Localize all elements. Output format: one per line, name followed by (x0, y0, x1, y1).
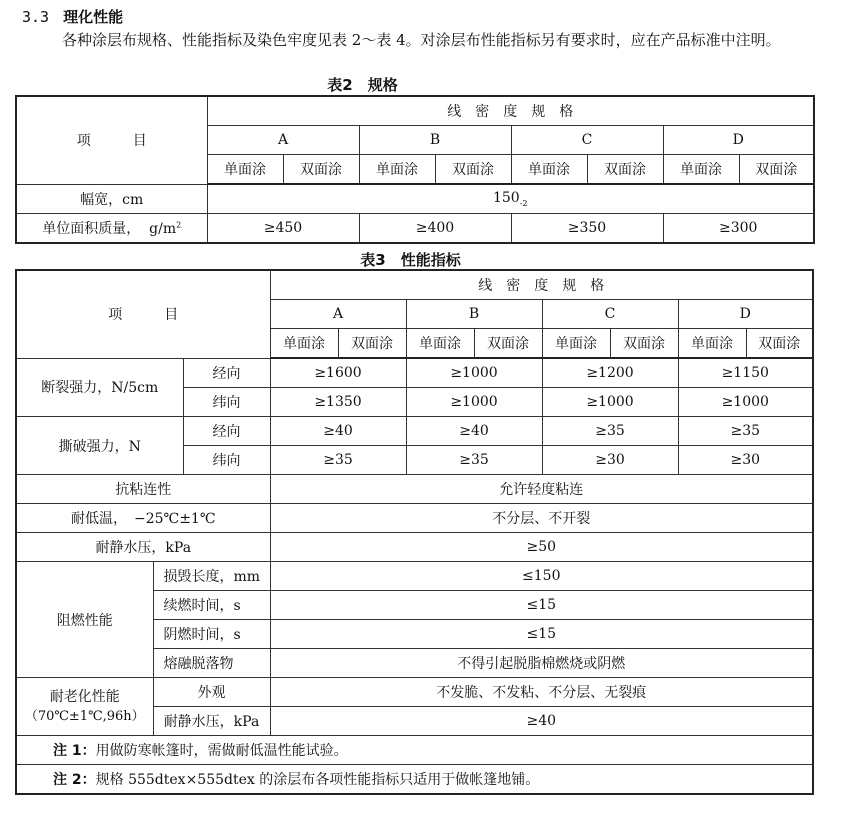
flame-row-label: 续燃时间，s (153, 591, 270, 620)
hydro-value: ≥50 (270, 533, 813, 562)
mass-d: ≥300 (663, 214, 814, 244)
tear-weft-a: ≥35 (270, 446, 406, 475)
coat-double: 双面涂 (587, 155, 663, 185)
mass-label: 单位面积质量， $g/m^2$ (16, 214, 207, 244)
coat-single: 单面涂 (663, 155, 739, 185)
blocking-label: 抗粘连性 (16, 475, 270, 504)
spec-header: 线 密 度 规 格 (270, 270, 813, 300)
grade-c: C (542, 300, 678, 329)
coat-double: 双面涂 (283, 155, 359, 185)
section-number: 3.3 (22, 8, 50, 26)
tear-weft-d: ≥30 (678, 446, 813, 475)
grade-c: C (511, 126, 663, 155)
width-value: $150_{-2}$ (207, 184, 814, 214)
coat-single: 单面涂 (678, 329, 746, 359)
coat-single: 单面涂 (542, 329, 610, 359)
flame-label: 阻燃性能 (16, 562, 153, 678)
grade-d: D (678, 300, 813, 329)
section-heading (22, 6, 123, 27)
item-header: 项 目 (16, 96, 207, 184)
tensile-weft-c: ≥1000 (542, 388, 678, 417)
flame-row-value: 不得引起脱脂棉燃烧或阴燃 (270, 649, 813, 678)
grade-b: B (406, 300, 542, 329)
tensile-warp-b: ≥1000 (406, 358, 542, 388)
note-2: 注 2：规格 555dtex×555dtex 的涂层布各项性能指标只适用于做帐篷地铺。 (16, 765, 813, 795)
grade-a: A (270, 300, 406, 329)
warp-label: 经向 (183, 358, 270, 388)
tear-warp-d: ≥35 (678, 417, 813, 446)
tensile-weft-a: ≥1350 (270, 388, 406, 417)
flame-row-label: 阴燃时间，s (153, 620, 270, 649)
tear-warp-b: ≥40 (406, 417, 542, 446)
warp-label: 经向 (183, 417, 270, 446)
item-header: 项 目 (16, 270, 270, 358)
width-label: 幅宽，cm (16, 184, 207, 214)
aging-row-label: 外观 (153, 678, 270, 707)
tensile-weft-b: ≥1000 (406, 388, 542, 417)
flame-row-value: ≤150 (270, 562, 813, 591)
spec-table (15, 95, 815, 244)
blocking-value: 允许轻度粘连 (270, 475, 813, 504)
note-1: 注 1：用做防寒帐篷时，需做耐低温性能试验。 (16, 736, 813, 765)
flame-row-value: ≤15 (270, 591, 813, 620)
flame-row-label: 熔融脱落物 (153, 649, 270, 678)
hydro-label: 耐静水压，kPa (16, 533, 270, 562)
mass-c: ≥350 (511, 214, 663, 244)
mass-a: ≥450 (207, 214, 359, 244)
coat-double: 双面涂 (474, 329, 542, 359)
grade-d: D (663, 126, 814, 155)
tear-label: 撕破强力，N (16, 417, 183, 475)
aging-label: 耐老化性能 （70℃±1℃,96h） (16, 678, 153, 736)
tensile-warp-a: ≥1600 (270, 358, 406, 388)
tensile-warp-c: ≥1200 (542, 358, 678, 388)
table3-caption: 表3 性能指标 (360, 251, 461, 269)
coat-double: 双面涂 (338, 329, 406, 359)
grade-b: B (359, 126, 511, 155)
aging-row-value: ≥40 (270, 707, 813, 736)
aging-row-value: 不发脆、不发粘、不分层、无裂痕 (270, 678, 813, 707)
tear-warp-a: ≥40 (270, 417, 406, 446)
coat-single: 单面涂 (511, 155, 587, 185)
coat-double: 双面涂 (435, 155, 511, 185)
table2-caption: 表2 规格 (327, 76, 398, 94)
aging-row-label: 耐静水压，kPa (153, 707, 270, 736)
cold-value: 不分层、不开裂 (270, 504, 813, 533)
weft-label: 纬向 (183, 446, 270, 475)
coat-double: 双面涂 (610, 329, 678, 359)
section-title: 理化性能 (63, 8, 124, 26)
tear-weft-c: ≥30 (542, 446, 678, 475)
mass-b: ≥400 (359, 214, 511, 244)
coat-double: 双面涂 (739, 155, 814, 185)
spec-header: 线 密 度 规 格 (207, 96, 814, 126)
flame-row-label: 损毁长度，mm (153, 562, 270, 591)
coat-single: 单面涂 (359, 155, 435, 185)
tear-weft-b: ≥35 (406, 446, 542, 475)
tensile-weft-d: ≥1000 (678, 388, 813, 417)
cold-label: 耐低温， −25℃±1℃ (16, 504, 270, 533)
performance-table (15, 269, 814, 795)
tensile-warp-d: ≥1150 (678, 358, 813, 388)
grade-a: A (207, 126, 359, 155)
intro-paragraph: 各种涂层布规格、性能指标及染色牢度见表 2～表 4。对涂层布性能指标另有要求时，应在产品标准中注明。 (62, 31, 781, 49)
coat-single: 单面涂 (406, 329, 474, 359)
coat-single: 单面涂 (270, 329, 338, 359)
weft-label: 纬向 (183, 388, 270, 417)
flame-row-value: ≤15 (270, 620, 813, 649)
coat-double: 双面涂 (746, 329, 813, 359)
tensile-label: 断裂强力，N/5cm (16, 358, 183, 417)
tear-warp-c: ≥35 (542, 417, 678, 446)
coat-single: 单面涂 (207, 155, 283, 185)
